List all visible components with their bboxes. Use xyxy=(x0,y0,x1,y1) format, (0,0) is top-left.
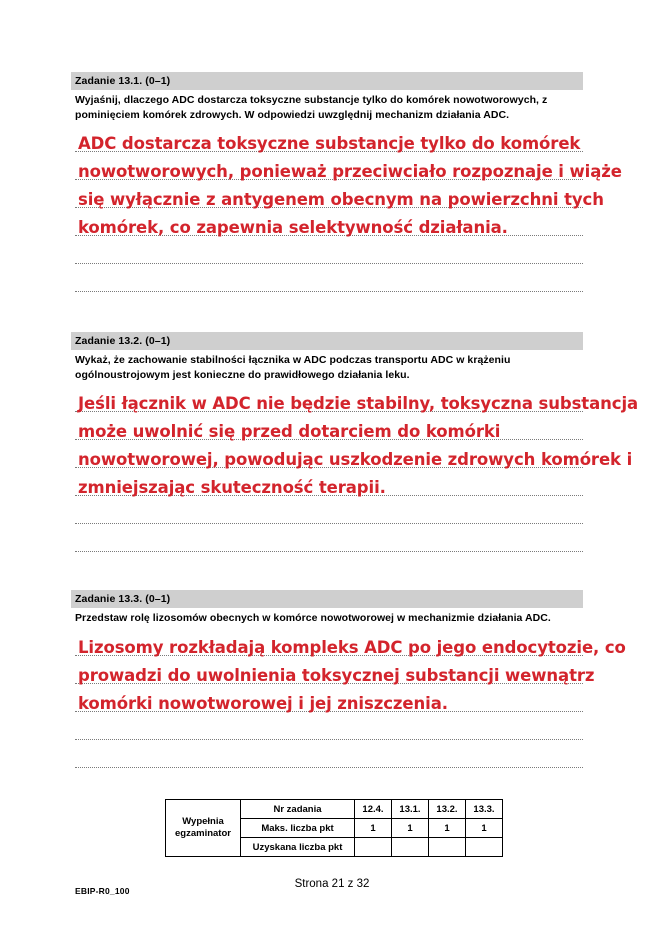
answer-text: może uwolnić się przed dotarciem do komórki xyxy=(78,422,501,442)
row-header-obtained-points: Uzyskana liczba pkt xyxy=(241,838,355,857)
obtained-points-cell[interactable] xyxy=(429,838,466,857)
examiner-label-line1: Wypełnia xyxy=(182,816,224,827)
answer-line[interactable] xyxy=(75,684,583,712)
answer-text: nowotworowych, ponieważ przeciwciało rozpoznaje i wiąże xyxy=(78,162,622,182)
task-13-3-prompt: Przedstaw rolę lizosomów obecnych w komórce nowotworowej w mechanizmie działania ADC. xyxy=(75,612,551,625)
task-13-2-prompt: Wykaż, że zachowanie stabilności łącznika w ADC podczas transportu ADC w krążeniu ogólnoustrojowym jest konieczne do prawidłowego działania leku. xyxy=(75,354,511,381)
task-13-3 xyxy=(75,590,626,768)
row-header-task-number: Nr zadania xyxy=(241,800,355,819)
answer-text: ADC dostarcza toksyczne substancje tylko do komórek xyxy=(78,134,581,154)
max-points-cell: 1 xyxy=(392,819,429,838)
task-gap xyxy=(75,292,583,332)
max-points-cell: 1 xyxy=(355,819,392,838)
task-gap xyxy=(75,552,583,590)
answer-text: Jeśli łącznik w ADC nie będzie stabilny, toksyczna substancja xyxy=(78,394,639,414)
answer-text: komórki nowotworowej i jej zniszczenia. xyxy=(78,693,448,713)
answer-text: Lizosomy rozkładają kompleks ADC po jego endocytozie, co xyxy=(78,637,626,657)
task-number-cell: 12.4. xyxy=(355,800,392,819)
task-13-1-answer-area[interactable] xyxy=(75,124,622,292)
task-13-2 xyxy=(75,332,639,552)
task-13-1-prompt: Wyjaśnij, dlaczego ADC dostarcza toksyczne substancje tylko do komórek nowotworowych, z pominięciem komórek zdrowych. W odpowiedzi uwzględnij mechanizm działania ADC. xyxy=(75,94,548,121)
task-number-cell: 13.1. xyxy=(392,800,429,819)
answer-line[interactable] xyxy=(75,440,633,470)
task-13-1 xyxy=(75,72,622,292)
answer-text: się wyłącznie z antygenem obecnym na powierzchni tych xyxy=(78,190,604,210)
answer-text: komórek, co zapewnia selektywność działania. xyxy=(78,218,508,238)
examiner-label-line2: egzaminator xyxy=(175,828,231,839)
max-points-cell: 1 xyxy=(466,819,503,838)
answer-line[interactable] xyxy=(75,656,595,685)
task-13-3-answer-area[interactable] xyxy=(75,628,626,768)
table-row xyxy=(166,800,503,819)
answer-line[interactable] xyxy=(75,208,583,236)
footer-page-number: Strona 21 z 32 xyxy=(294,878,370,890)
task-number-cell: 13.2. xyxy=(429,800,466,819)
empty-answer-line[interactable] xyxy=(75,236,583,264)
obtained-points-cell[interactable] xyxy=(355,838,392,857)
answer-line[interactable] xyxy=(75,412,583,440)
answer-line[interactable] xyxy=(75,152,622,182)
examiner-label xyxy=(166,800,241,857)
empty-answer-line[interactable] xyxy=(75,496,583,524)
answer-line[interactable] xyxy=(75,468,583,496)
answer-line[interactable] xyxy=(75,124,583,152)
empty-answer-line[interactable] xyxy=(75,712,583,740)
task-13-2-header: Zadanie 13.2. (0–1) xyxy=(71,332,583,350)
row-header-max-points: Maks. liczba pkt xyxy=(241,819,355,838)
task-13-2-answer-area[interactable] xyxy=(75,384,639,552)
examiner-score-table xyxy=(165,799,503,857)
answer-text: prowadzi do uwolnienia toksycznej substancji wewnątrz xyxy=(78,665,595,685)
answer-line[interactable] xyxy=(75,180,604,210)
obtained-points-cell[interactable] xyxy=(466,838,503,857)
footer-document-code: EBIP-R0_100 xyxy=(75,886,130,896)
answer-line[interactable] xyxy=(75,384,639,414)
page-content xyxy=(75,72,639,768)
task-13-3-header: Zadanie 13.3. (0–1) xyxy=(71,590,583,608)
empty-answer-line[interactable] xyxy=(75,524,583,552)
answer-text: zmniejszając skuteczność terapii. xyxy=(78,478,386,498)
answer-line[interactable] xyxy=(75,628,626,657)
empty-answer-line[interactable] xyxy=(75,264,583,292)
obtained-points-cell[interactable] xyxy=(392,838,429,857)
task-number-cell: 13.3. xyxy=(466,800,503,819)
answer-text: nowotworowej, powodując uszkodzenie zdrowych komórek i xyxy=(78,450,633,470)
task-13-1-header: Zadanie 13.1. (0–1) xyxy=(71,72,583,90)
empty-answer-line[interactable] xyxy=(75,740,583,768)
max-points-cell: 1 xyxy=(429,819,466,838)
